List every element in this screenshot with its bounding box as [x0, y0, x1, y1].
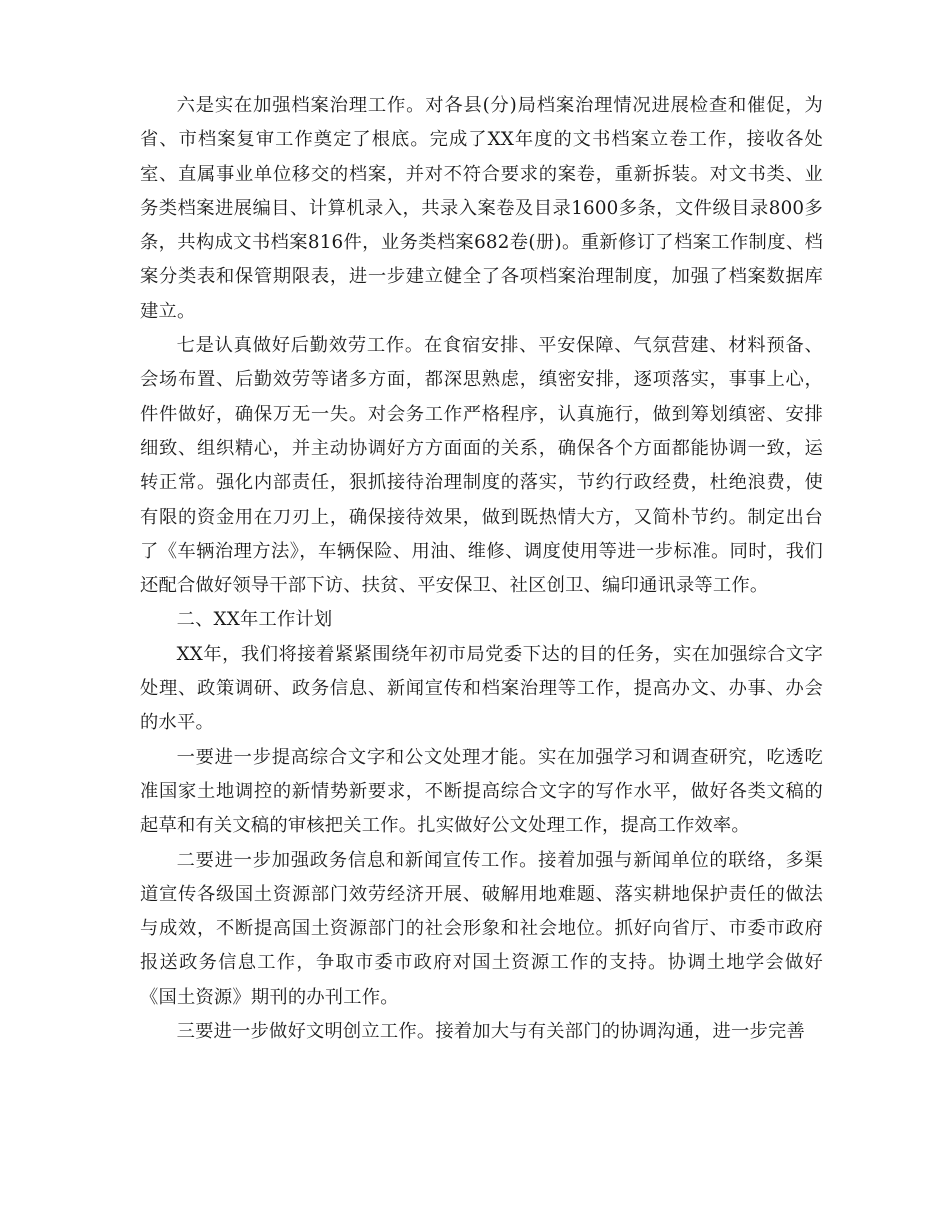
document-body	[140, 89, 823, 1049]
section-heading-work-plan: 二、XX年工作计划	[176, 609, 333, 631]
paragraph-archives: 六是实在加强档案治理工作。对各县(分)局档案治理情况进展检查和催促，为省、市档案复审工作奠定了根底。完成了XX年度的文书档案立卷工作，接收各处室、直属事业单位移交的档案，并对不符合要求的案卷，重新拆装。对文书类、业务类档案进展编目、计算机录入，共录入案卷及目录1600多条，文件级目录800多条，共构成文书档案816件，业务类档案682卷(册)。重新修订了档案工作制度、档案分类表和保管期限表，进一步建立健全了各项档案治理制度，加强了档案数据库建立。	[140, 95, 823, 322]
paragraph-plan-intro: XX年，我们将接着紧紧围绕年初市局党委下达的目的任务，实在加强综合文字处理、政策调研、政务信息、新闻宣传和档案治理等工作，提高办文、办事、办会的水平。	[140, 643, 823, 734]
paragraph-plan-item-3: 三要进一步做好文明创立工作。接着加大与有关部门的协调沟通，进一步完善	[176, 1021, 805, 1043]
paragraph-plan-item-1: 一要进一步提高综合文字和公文处理才能。实在加强学习和调查研究，吃透吃准国家土地调控的新情势新要求，不断提高综合文字的写作水平，做好各类文稿的起草和有关文稿的审核把关工作。扎实做好公文处理工作，提高工作效率。	[140, 746, 823, 837]
paragraph-plan-item-2: 二要进一步加强政务信息和新闻宣传工作。接着加强与新闻单位的联络，多渠道宣传各级国土资源部门效劳经济开展、破解用地难题、落实耕地保护责任的做法与成效，不断提高国土资源部门的社会形象和社会地位。抓好向省厅、市委市政府报送政务信息工作，争取市委市政府对国土资源工作的支持。协调土地学会做好《国土资源》期刊的办刊工作。	[140, 849, 823, 1008]
paragraph-logistics: 七是认真做好后勤效劳工作。在食宿安排、平安保障、气氛营建、材料预备、会场布置、后勤效劳等诸多方面，都深思熟虑，缜密安排，逐项落实，事事上心，件件做好，确保万无一失。对会务工作严格程序，认真施行，做到筹划缜密、安排细致、组织精心，并主动协调好方方面面的关系，确保各个方面都能协调一致，运转正常。强化内部责任，狠抓接待治理制度的落实，节约行政经费，杜绝浪费，使有限的资金用在刀刃上，确保接待效果，做到既热情大方，又简朴节约。制定出台了《车辆治理方法》，车辆保险、用油、维修、调度使用等进一步标准。同时，我们还配合做好领导干部下访、扶贫、平安保卫、社区创卫、编印通讯录等工作。	[140, 335, 823, 597]
